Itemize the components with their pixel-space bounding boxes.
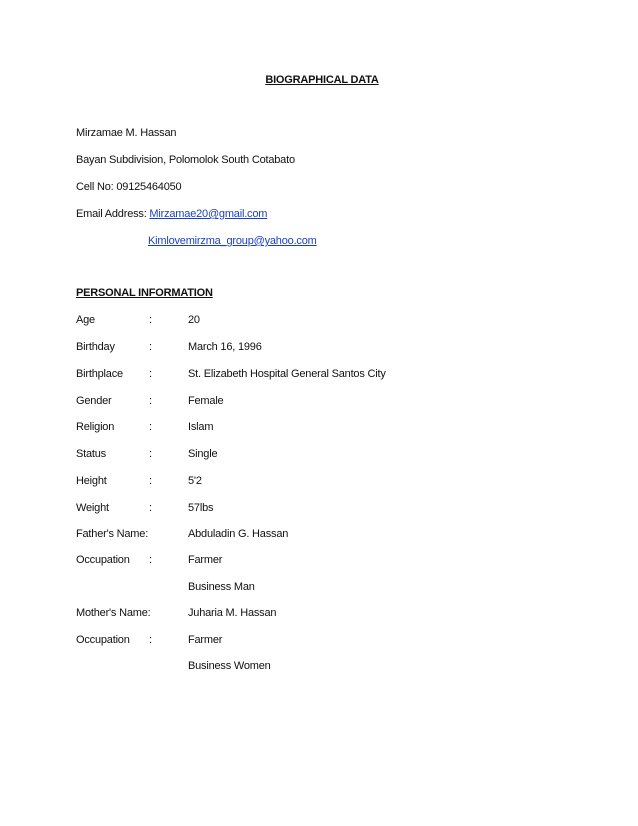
info-label: Birthday	[76, 341, 115, 353]
info-separator: :	[149, 395, 152, 407]
info-separator: :	[149, 502, 152, 514]
info-row-fathers-name	[0, 527, 638, 541]
email-row-2	[148, 234, 317, 248]
info-value: St. Elizabeth Hospital General Santos City	[188, 368, 386, 380]
info-value: Islam	[188, 421, 214, 433]
info-row-birthplace	[0, 367, 638, 381]
info-label: Occupation	[76, 634, 130, 646]
info-value: Abduladin G. Hassan	[188, 528, 289, 540]
info-value: Business Man	[188, 581, 255, 593]
info-separator: :	[149, 634, 152, 646]
applicant-name: Mirzamae M. Hassan	[76, 127, 177, 139]
email-row	[76, 207, 267, 221]
info-row-weight	[0, 501, 638, 515]
applicant-cell: Cell No: 09125464050	[76, 181, 182, 193]
info-value: Farmer	[188, 554, 223, 566]
email-label: Email Address:	[76, 208, 150, 220]
document-title	[0, 73, 638, 87]
info-separator: :	[149, 475, 152, 487]
info-row-gender	[0, 394, 638, 408]
section-heading-personal-information: PERSONAL INFORMATION	[76, 287, 213, 299]
info-label: Father's Name:	[76, 528, 149, 540]
info-label: Weight	[76, 502, 109, 514]
email-link-2[interactable]: Kimlovemirzma_group@yahoo.com	[148, 235, 317, 247]
info-row-mother-occupation-2	[0, 659, 638, 673]
info-label: Height	[76, 475, 107, 487]
info-separator: :	[149, 448, 152, 460]
applicant-address: Bayan Subdivision, Polomolok South Cotabato	[76, 154, 295, 166]
info-value: Single	[188, 448, 218, 460]
info-row-father-occupation-2	[0, 580, 638, 594]
info-value: Business Women	[188, 660, 271, 672]
info-label: Status	[76, 448, 106, 460]
email-link-1[interactable]: Mirzamae20@gmail.com	[149, 208, 268, 220]
info-value: Farmer	[188, 634, 223, 646]
info-separator: :	[149, 554, 152, 566]
info-value: Juharia M. Hassan	[188, 607, 277, 619]
info-label: Gender	[76, 395, 112, 407]
info-separator: :	[149, 421, 152, 433]
info-value: 20	[188, 314, 200, 326]
info-value: Female	[188, 395, 224, 407]
info-row-birthday	[0, 340, 638, 354]
info-row-age	[0, 313, 638, 327]
info-row-height	[0, 474, 638, 488]
info-row-status	[0, 447, 638, 461]
info-label: Occupation	[76, 554, 130, 566]
info-value: 57lbs	[188, 502, 214, 514]
info-separator: :	[149, 368, 152, 380]
info-label: Religion	[76, 421, 115, 433]
info-label: Age	[76, 314, 95, 326]
info-separator: :	[149, 341, 152, 353]
info-label: Birthplace	[76, 368, 123, 380]
info-row-mother-occupation	[0, 633, 638, 647]
info-row-religion	[0, 420, 638, 434]
document-title-text: BIOGRAPHICAL DATA	[265, 74, 379, 86]
info-separator: :	[149, 314, 152, 326]
info-row-mothers-name	[0, 606, 638, 620]
info-value: 5'2	[188, 475, 202, 487]
info-row-father-occupation	[0, 553, 638, 567]
info-label: Mother's Name:	[76, 607, 151, 619]
info-value: March 16, 1996	[188, 341, 262, 353]
